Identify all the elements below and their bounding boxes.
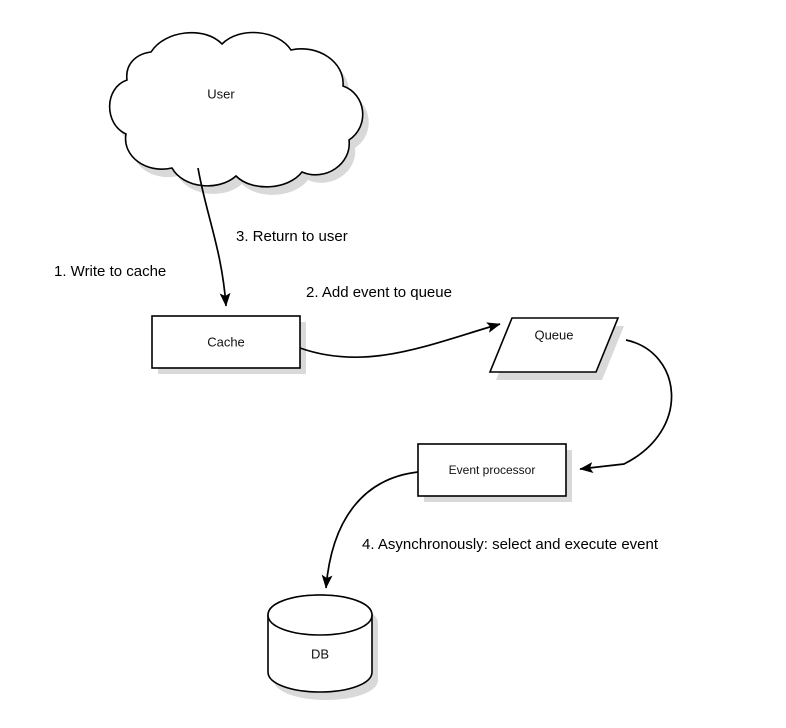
node-db[interactable] — [268, 595, 378, 700]
edge-event-processor-to-db — [326, 472, 418, 588]
queue-shape — [490, 318, 618, 372]
user-label: User — [207, 86, 235, 102]
edge-label-add-event-to-queue: 2. Add event to queue — [306, 283, 452, 301]
db-top-ellipse — [268, 595, 372, 635]
queue-label: Queue — [534, 327, 574, 343]
user-cloud-shape — [110, 33, 363, 187]
node-user[interactable] — [110, 33, 369, 195]
edge-label-async-select-execute: 4. Asynchronously: select and execute event — [362, 535, 659, 553]
node-cache[interactable] — [152, 316, 306, 374]
node-event-processor[interactable] — [418, 444, 572, 502]
edge-cache-to-queue — [300, 324, 500, 357]
event-processor-label: Event processor — [448, 463, 536, 478]
db-label: DB — [310, 646, 330, 662]
edge-label-return-to-user: 3. Return to user — [236, 227, 348, 245]
cache-label: Cache — [207, 334, 245, 350]
edge-label-write-to-cache: 1. Write to cache — [54, 262, 167, 280]
node-queue[interactable] — [490, 318, 624, 380]
